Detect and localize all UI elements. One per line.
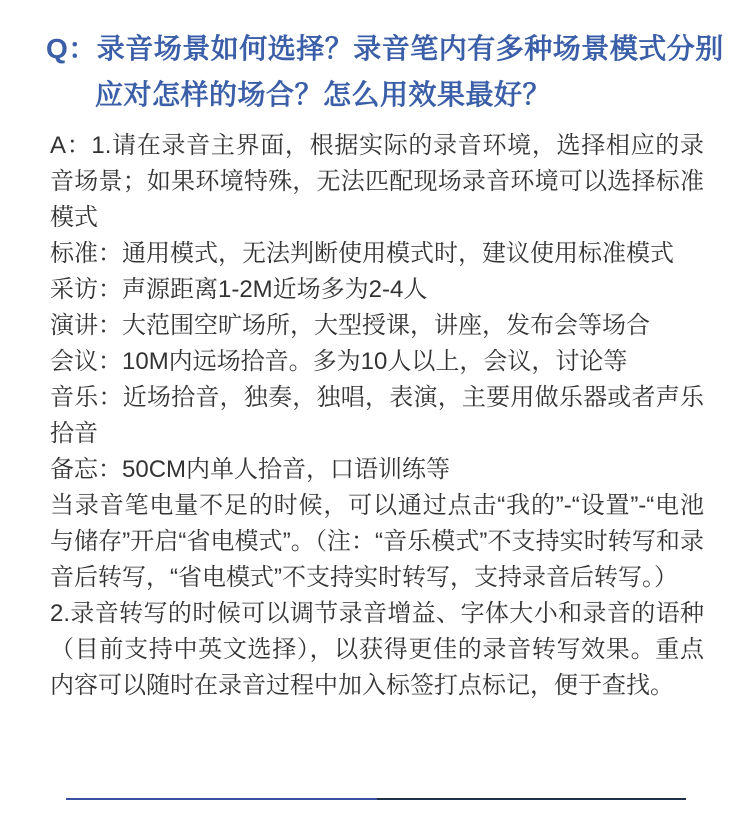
answer-intro-paragraph: A：1.请在录音主界面，根据实际的录音环境，选择相应的录音场景；如果环境特殊，无法匹配现场录音环境可以选择标准模式	[50, 132, 704, 231]
divider-left-segment	[66, 798, 377, 800]
question-q-label: Q：	[46, 33, 97, 64]
mode-line-music: 音乐：近场拾音，独奏，独唱，表演，主要用做乐器或者声乐拾音	[50, 384, 704, 447]
mode-line-interview: 采访：声源距离1-2M近场多为2-4人	[50, 276, 428, 303]
mode-line-memo: 备忘：50CM内单人拾音，口语训练等	[50, 456, 451, 483]
transcription-tips-paragraph: 2.录音转写的时候可以调节录音增益、字体大小和录音的语种（目前支持中英文选择），以获得更佳的录音转写效果。重点内容可以随时在录音过程中加入标签打点标记，便于查找。	[50, 600, 704, 699]
bottom-divider	[66, 798, 686, 800]
faq-question-heading	[46, 0, 750, 118]
divider-right-segment	[377, 798, 686, 800]
mode-line-standard: 标准：通用模式，无法判断使用模式时，建议使用标准模式	[50, 240, 674, 267]
mode-line-meeting: 会议：10M内远场拾音。多为10人以上，会议，讨论等	[50, 348, 628, 375]
power-saving-note-paragraph: 当录音笔电量不足的时候，可以通过点击“我的”-“设置”-“电池与储存”开启“省电模式”。（注：“音乐模式”不支持实时转写和录音后转写，“省电模式”不支持实时转写，支持录音后转写。）	[50, 492, 704, 591]
question-text: 录音场景如何选择？录音笔内有多种场景模式分别应对怎样的场合？怎么用效果最好？	[95, 33, 724, 110]
faq-answer-block	[50, 128, 704, 704]
mode-line-speech: 演讲：大范围空旷场所，大型授课，讲座，发布会等场合	[50, 312, 650, 339]
